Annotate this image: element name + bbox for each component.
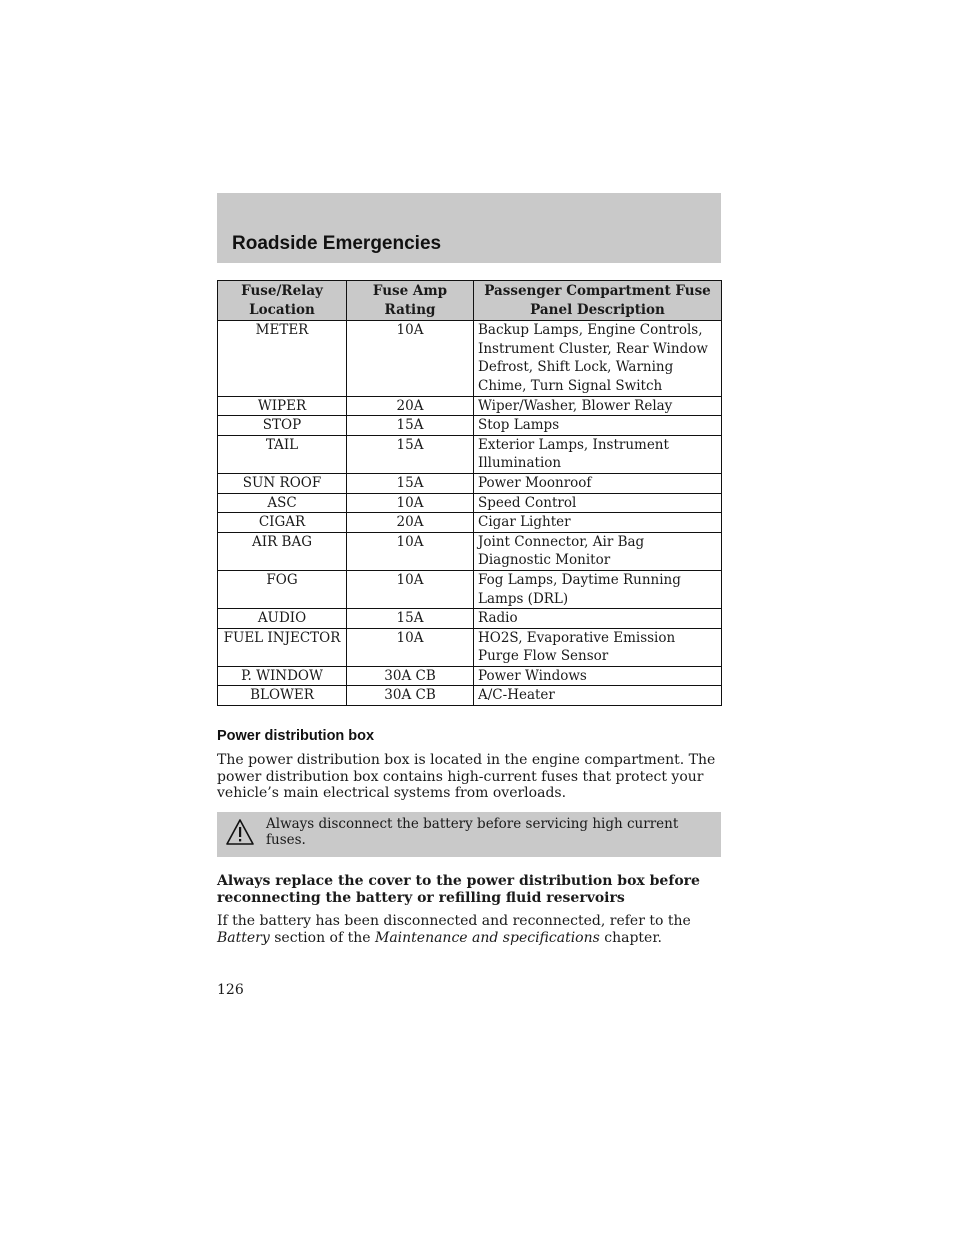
cell-location: FOG xyxy=(218,570,347,608)
table-row xyxy=(218,493,722,513)
table-row xyxy=(218,532,722,570)
cell-rating: 15A xyxy=(347,609,474,629)
cell-description: Cigar Lighter xyxy=(474,513,722,533)
table-row xyxy=(218,609,722,629)
page-number: 126 xyxy=(217,982,244,998)
reference-text-before: If the battery has been disconnected and reconnected, refer to the xyxy=(217,913,691,929)
reference-text-after: chapter. xyxy=(599,929,662,946)
cell-location: P. WINDOW xyxy=(218,666,347,686)
cell-description: HO2S, Evaporative Emission Purge Flow Sensor xyxy=(474,628,722,666)
cell-rating: 30A CB xyxy=(347,666,474,686)
cell-location: AUDIO xyxy=(218,609,347,629)
intro-paragraph: The power distribution box is located in the engine compartment. The power distribution box contains high-current fuses that protect your vehicle’s main electrical systems from overloads. xyxy=(217,752,716,801)
cell-rating: 10A xyxy=(347,570,474,608)
cell-rating: 10A xyxy=(347,321,474,396)
cell-rating: 20A xyxy=(347,513,474,533)
column-header-rating: Fuse Amp Rating xyxy=(347,281,474,321)
cell-location: WIPER xyxy=(218,396,347,416)
cell-description: Joint Connector, Air Bag Diagnostic Monitor xyxy=(474,532,722,570)
chapter-title: Roadside Emergencies xyxy=(232,233,442,254)
cell-description: Power Moonroof xyxy=(474,473,722,493)
cell-location: TAIL xyxy=(218,435,347,473)
cell-location: ASC xyxy=(218,493,347,513)
reference-paragraph xyxy=(217,913,721,946)
cell-description: A/C-Heater xyxy=(474,686,722,706)
cell-rating: 10A xyxy=(347,532,474,570)
section-heading: Power distribution box xyxy=(217,728,375,744)
cell-description: Wiper/Washer, Blower Relay xyxy=(474,396,722,416)
table-row xyxy=(218,416,722,436)
cell-location: METER xyxy=(218,321,347,396)
chapter-header-band xyxy=(217,193,721,263)
warning-text: Always disconnect the battery before servicing high current fuses. xyxy=(266,816,679,848)
cell-location: STOP xyxy=(218,416,347,436)
cell-rating: 30A CB xyxy=(347,686,474,706)
column-header-location: Fuse/Relay Location xyxy=(218,281,347,321)
table-row xyxy=(218,628,722,666)
chapter-reference: Maintenance and specifications xyxy=(374,929,600,946)
table-row xyxy=(218,321,722,396)
cell-location: AIR BAG xyxy=(218,532,347,570)
cell-rating: 10A xyxy=(347,628,474,666)
cell-rating: 20A xyxy=(347,396,474,416)
table-row xyxy=(218,473,722,493)
cover-note: Always replace the cover to the power distribution box before reconnecting the battery or refilling fluid reservoirs xyxy=(217,873,700,906)
cell-description: Stop Lamps xyxy=(474,416,722,436)
cell-location: SUN ROOF xyxy=(218,473,347,493)
table-header-row xyxy=(218,281,722,321)
cell-rating: 15A xyxy=(347,416,474,436)
warning-triangle-icon xyxy=(225,818,255,846)
cell-location: FUEL INJECTOR xyxy=(218,628,347,666)
table-row xyxy=(218,686,722,706)
cell-rating: 15A xyxy=(347,435,474,473)
table-row xyxy=(218,666,722,686)
table-row xyxy=(218,396,722,416)
reference-text-middle: section of the xyxy=(269,929,375,946)
cell-rating: 15A xyxy=(347,473,474,493)
cell-description: Fog Lamps, Daytime Running Lamps (DRL) xyxy=(474,570,722,608)
table-row xyxy=(218,513,722,533)
table-row xyxy=(218,570,722,608)
cell-description: Speed Control xyxy=(474,493,722,513)
cell-rating: 10A xyxy=(347,493,474,513)
column-header-description: Passenger Compartment Fuse Panel Description xyxy=(474,281,722,321)
battery-reference: Battery xyxy=(217,929,270,946)
cell-location: CIGAR xyxy=(218,513,347,533)
cell-description: Exterior Lamps, Instrument Illumination xyxy=(474,435,722,473)
warning-box xyxy=(217,812,721,857)
table-row xyxy=(218,435,722,473)
cell-description: Power Windows xyxy=(474,666,722,686)
cell-location: BLOWER xyxy=(218,686,347,706)
cell-description: Backup Lamps, Engine Controls, Instrument Cluster, Rear Window Defrost, Shift Lock, Warning Chime, Turn Signal Switch xyxy=(474,321,722,396)
fuse-table xyxy=(217,280,722,706)
cell-description: Radio xyxy=(474,609,722,629)
